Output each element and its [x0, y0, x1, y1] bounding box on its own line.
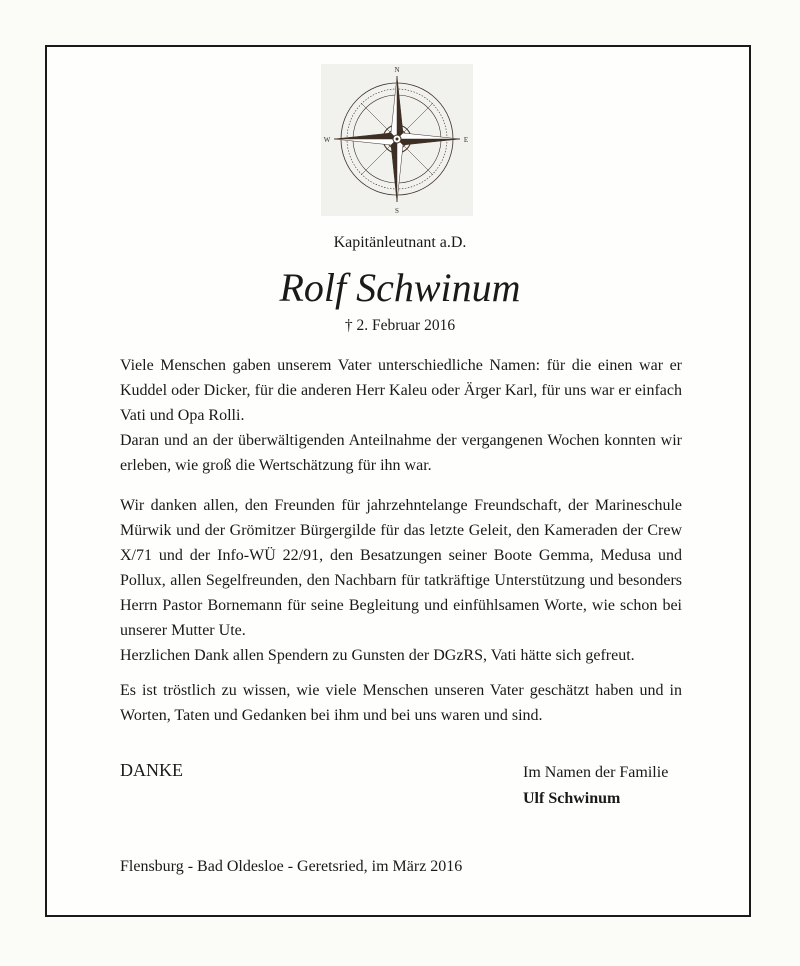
compass-label-south: S — [395, 207, 399, 215]
place-date: Flensburg - Bad Oldesloe - Geretsried, im März 2016 — [120, 858, 463, 875]
compass-rose-icon — [321, 64, 473, 216]
compass-label-west: W — [323, 136, 331, 144]
compass-label-east: E — [463, 136, 469, 144]
paragraph-thanks — [120, 493, 682, 668]
paragraph-text: Herzlichen Dank allen Spendern zu Gunsten der DGzRS, Vati hätte sich gefreut. — [120, 647, 635, 664]
paragraph-names — [120, 353, 682, 478]
compass-rose-image — [321, 64, 473, 216]
compass-label-north: N — [394, 66, 400, 74]
thanks-heading: DANKE — [120, 760, 183, 780]
deceased-name: Rolf Schwinum — [279, 265, 521, 310]
paragraph-text: Wir danken allen, den Freunden für jahrzehntelange Freundschaft, der Marineschule Mürwik und der Grömitzer Bürgergilde für das letzte Geleit, den Kameraden der Crew X/71 und der Info-WÜ 22/91, den Besatzungen seiner Boote Gemma, Medusa und Pollux, allen Segelfreunden, den Nachbarn für tatkräftige Unterstützung und besonders Herrn Pastor Bornemann für seine Begleitung und einfühlsamen Worte, wie schon bei unserer Mutter Ute. — [120, 497, 682, 639]
paragraph-comfort — [120, 678, 682, 728]
signature-name: Ulf Schwinum — [523, 790, 621, 807]
signature-intro: Im Namen der Familie — [523, 764, 669, 781]
death-date: † 2. Februar 2016 — [344, 317, 456, 334]
paragraph-text: Viele Menschen gaben unserem Vater unterschiedliche Namen: für die einen war er Kuddel oder Dicker, für die anderen Herr Kaleu oder Ärger Karl, für uns war er einfach Vati und Opa Rolli. — [120, 357, 682, 424]
paragraph-text: Daran und an der überwältigenden Anteilnahme der vergangenen Wochen konnten wir erleben, wie groß die Wertschätzung für ihn war. — [120, 432, 682, 474]
paragraph-text: Es ist tröstlich zu wissen, wie viele Menschen unseren Vater geschätzt haben und in Worten, Taten und Gedanken bei ihm und bei uns waren und sind. — [120, 682, 682, 724]
rank-title: Kapitänleutnant a.D. — [333, 234, 467, 251]
